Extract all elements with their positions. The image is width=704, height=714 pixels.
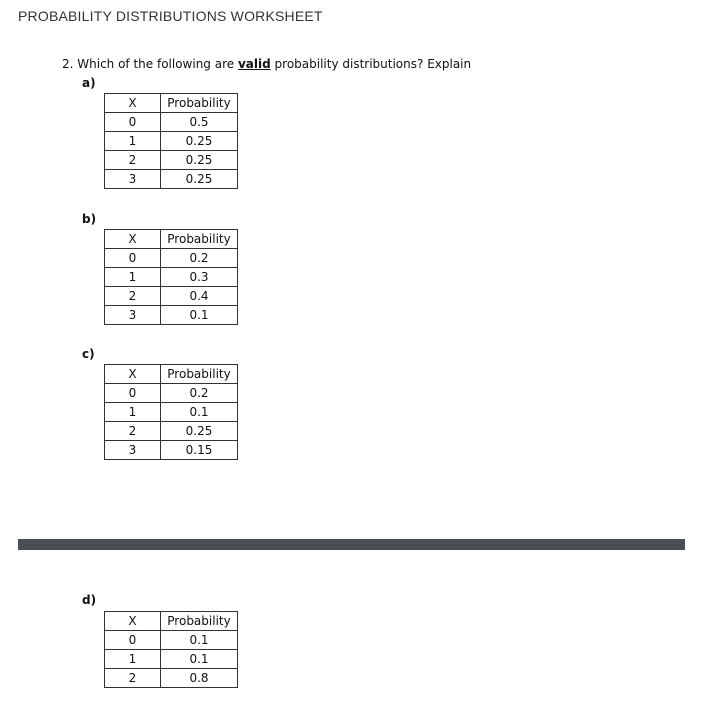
x-cell: 1 <box>105 268 161 287</box>
x-cell: 3 <box>105 306 161 325</box>
probability-cell: 0.4 <box>161 287 238 306</box>
x-cell: 2 <box>105 669 161 688</box>
x-cell: 3 <box>105 170 161 189</box>
table-row <box>105 249 238 268</box>
probability-cell: 0.25 <box>161 170 238 189</box>
table-row <box>105 669 238 688</box>
part-b-label: b) <box>82 212 97 226</box>
probability-cell: 0.25 <box>161 422 238 441</box>
question-suffix: probability distributions? Explain <box>270 57 472 71</box>
probability-header: Probability <box>161 230 238 249</box>
probability-cell: 0.25 <box>161 132 238 151</box>
table-row <box>105 151 238 170</box>
table-part-b <box>104 229 238 325</box>
x-cell: 0 <box>105 113 161 132</box>
probability-cell: 0.3 <box>161 268 238 287</box>
x-cell: 0 <box>105 384 161 403</box>
probability-header: Probability <box>161 612 238 631</box>
part-c-label: c) <box>82 347 95 361</box>
probability-cell: 0.15 <box>161 441 238 460</box>
table-part-d <box>104 611 238 688</box>
question-emphasis: valid <box>237 57 271 71</box>
x-header: X <box>105 94 161 113</box>
x-cell: 1 <box>105 403 161 422</box>
x-cell: 1 <box>105 650 161 669</box>
table-row <box>105 287 238 306</box>
table-part-a <box>104 93 238 189</box>
probability-cell: 0.25 <box>161 151 238 170</box>
question-prefix: 2. Which of the following are <box>62 57 238 71</box>
x-cell: 0 <box>105 631 161 650</box>
table-header-row <box>105 230 238 249</box>
x-header: X <box>105 230 161 249</box>
x-cell: 2 <box>105 422 161 441</box>
probability-header: Probability <box>161 94 238 113</box>
table-row <box>105 403 238 422</box>
table-row <box>105 306 238 325</box>
probability-cell: 0.1 <box>161 403 238 422</box>
table-row <box>105 384 238 403</box>
table-header-row <box>105 365 238 384</box>
question-text <box>62 57 471 71</box>
probability-cell: 0.2 <box>161 249 238 268</box>
probability-cell: 0.1 <box>161 650 238 669</box>
table-part-c <box>104 364 238 460</box>
page-title: PROBABILITY DISTRIBUTIONS WORKSHEET <box>18 8 323 24</box>
table-row <box>105 422 238 441</box>
probability-cell: 0.1 <box>161 631 238 650</box>
table-row <box>105 441 238 460</box>
page-divider <box>18 539 685 550</box>
x-cell: 3 <box>105 441 161 460</box>
part-a-label: a) <box>82 76 96 90</box>
table-row <box>105 650 238 669</box>
part-d-label: d) <box>82 593 97 607</box>
table-row <box>105 170 238 189</box>
x-header: X <box>105 612 161 631</box>
table-row <box>105 631 238 650</box>
table-row <box>105 268 238 287</box>
probability-cell: 0.8 <box>161 669 238 688</box>
table-row <box>105 132 238 151</box>
probability-cell: 0.5 <box>161 113 238 132</box>
x-cell: 2 <box>105 287 161 306</box>
table-header-row <box>105 612 238 631</box>
probability-cell: 0.1 <box>161 306 238 325</box>
probability-header: Probability <box>161 365 238 384</box>
table-header-row <box>105 94 238 113</box>
x-cell: 0 <box>105 249 161 268</box>
x-header: X <box>105 365 161 384</box>
probability-cell: 0.2 <box>161 384 238 403</box>
x-cell: 1 <box>105 132 161 151</box>
table-row <box>105 113 238 132</box>
x-cell: 2 <box>105 151 161 170</box>
